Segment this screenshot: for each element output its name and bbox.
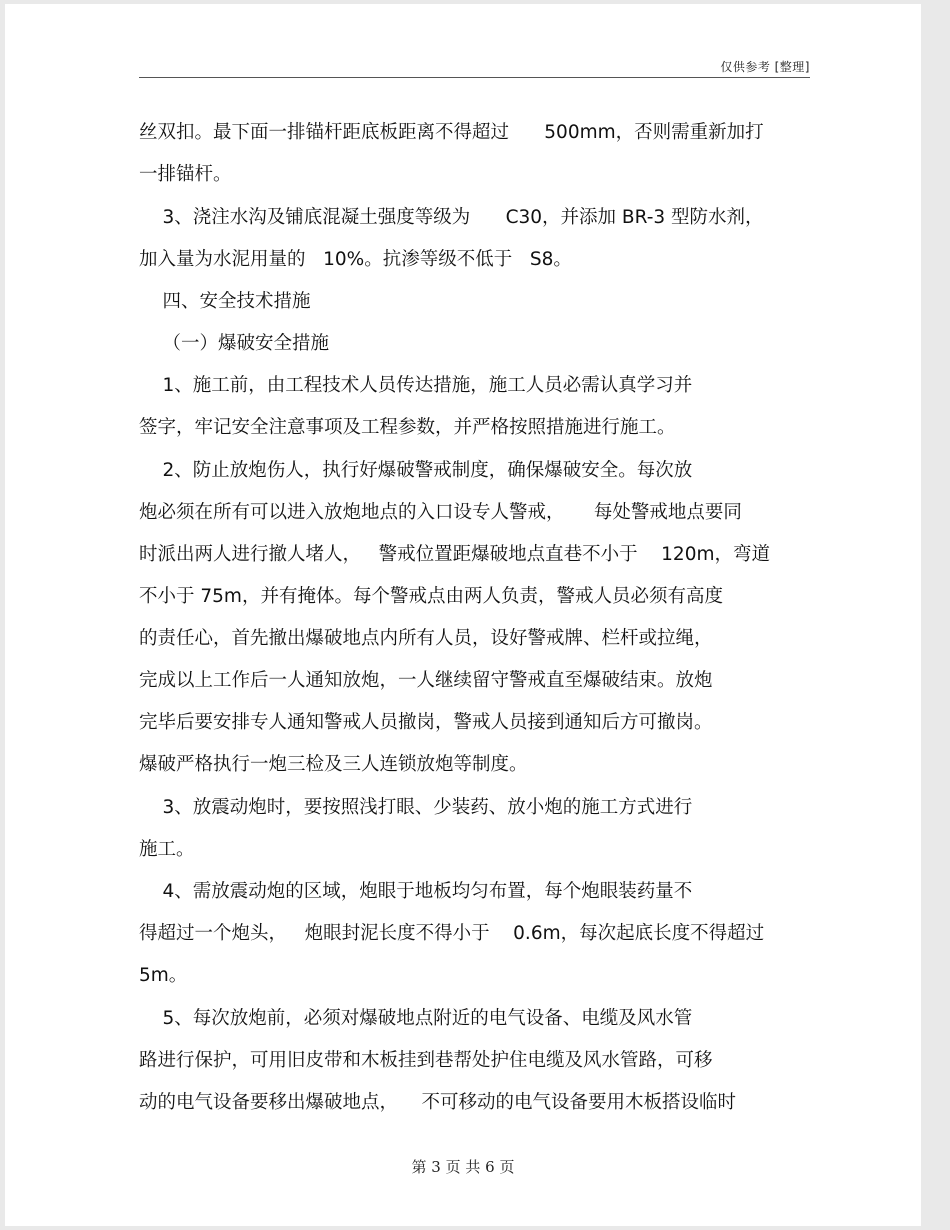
body-line: 5m。 (139, 965, 188, 986)
body-line: 加入量为水泥用量的 10%。抗渗等级不低于 S8。 (139, 249, 572, 270)
body-line: 炮必须在所有可以进入放炮地点的入口设专人警戒， 每处警戒地点要同 (139, 502, 742, 523)
body-line: 签字，牢记安全注意事项及工程参数，并严格按照措施进行施工。 (139, 417, 676, 438)
body-line: 5、每次放炮前，必须对爆破地点附近的电气设备、电缆及风水管 (139, 1008, 693, 1029)
body-line: 不小于 75m，并有掩体。每个警戒点由两人负责，警戒人员必须有高度 (139, 586, 723, 607)
body-line: 4、需放震动炮的区域，炮眼于地板均匀布置，每个炮眼装药量不 (139, 881, 693, 902)
body-line: 完毕后要安排专人通知警戒人员撤岗，警戒人员接到通知后方可撤岗。 (139, 712, 713, 733)
body-line: 一排锚杆。 (139, 164, 232, 185)
body-line: 的责任心，首先撤出爆破地点内所有人员，设好警戒牌、栏杆或拉绳， (139, 628, 713, 649)
document-page (5, 4, 921, 1226)
body-line: 路进行保护，可用旧皮带和木板挂到巷帮处护住电缆及风水管路，可移 (139, 1050, 713, 1071)
header-label: 仅供参考 [整理] (720, 60, 810, 74)
body-line: 2、防止放炮伤人，执行好爆破警戒制度，确保爆破安全。每次放 (139, 460, 693, 481)
body-line: 3、放震动炮时，要按照浅打眼、少装药、放小炮的施工方式进行 (139, 797, 693, 818)
page-number: 第 3 页 共 6 页 (411, 1158, 515, 1176)
body-line: 1、施工前，由工程技术人员传达措施，施工人员必需认真学习并 (139, 375, 693, 396)
subsection-heading: （一）爆破安全措施 (139, 333, 330, 354)
body-line: 得超过一个炮头， 炮眼封泥长度不得小于 0.6m，每次起底长度不得超过 (139, 923, 765, 944)
body-line: 动的电气设备要移出爆破地点， 不可移动的电气设备要用木板搭设临时 (139, 1092, 737, 1113)
body-line: 丝双扣。最下面一排锚杆距底板距离不得超过 500mm，否则需重新加打 (139, 122, 764, 143)
body-line: 时派出两人进行撤人堵人， 警戒位置距爆破地点直巷不小于 120m，弯道 (139, 544, 770, 565)
header-divider (139, 77, 810, 78)
body-line: 施工。 (139, 839, 195, 860)
body-line: 完成以上工作后一人通知放炮，一人继续留守警戒直至爆破结束。放炮 (139, 670, 713, 691)
body-line: 3、浇注水沟及铺底混凝土强度等级为 C30，并添加 BR-3 型防水剂， (139, 207, 764, 228)
section-heading: 四、安全技术措施 (139, 291, 311, 312)
body-line: 爆破严格执行一炮三检及三人连锁放炮等制度。 (139, 754, 528, 775)
